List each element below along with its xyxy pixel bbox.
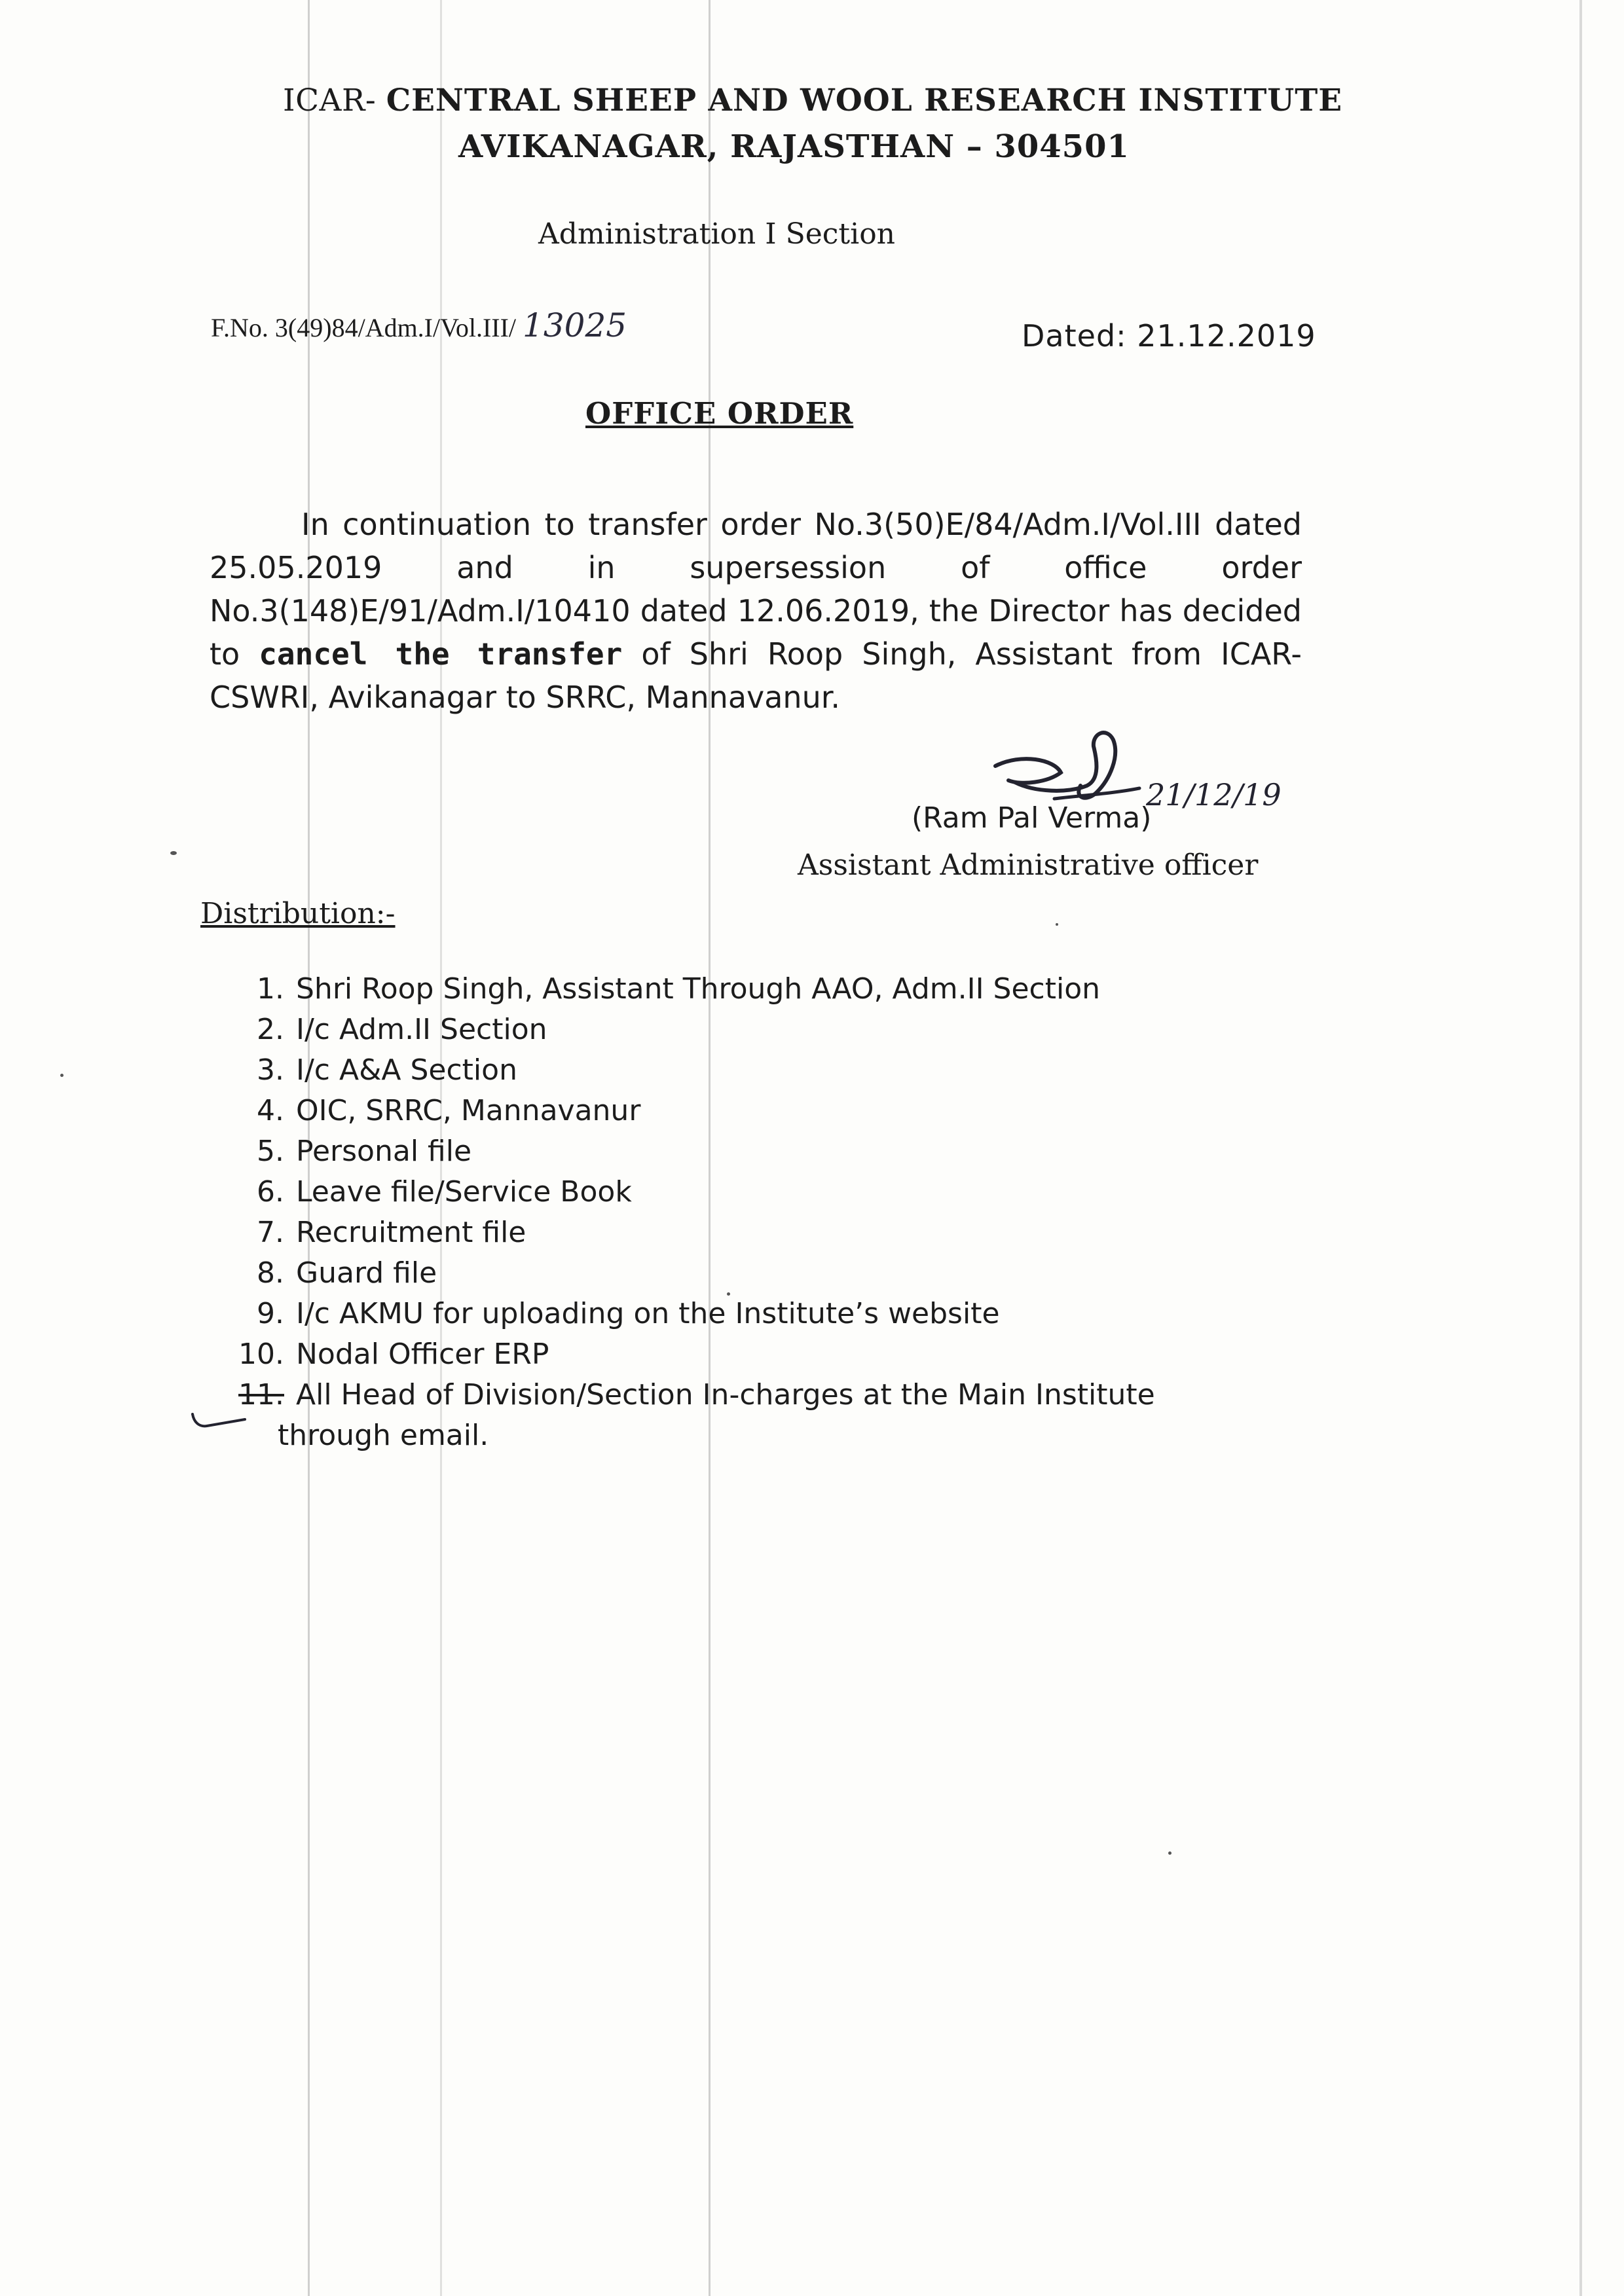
item-text: All Head of Division/Section In-charges at the Main Institute	[296, 1378, 1155, 1412]
file-number-handwritten: 13025	[523, 306, 627, 344]
item-text: Guard file	[296, 1256, 437, 1290]
body-text-1: In continuation to transfer order No.3(50)E/84/Adm.I/Vol.III dated 25.05.2019 and in supersession of office order No.3(148)E/91/Adm.I/10410 dated 12.06.2019, the Director has decided to	[210, 507, 1302, 672]
heading-prefix: ICAR-	[283, 82, 377, 118]
item-number: 11.	[238, 1378, 284, 1412]
scan-speck	[60, 1074, 64, 1077]
list-item	[229, 1294, 1155, 1334]
distribution-heading: Distribution:-	[200, 897, 396, 930]
page-edge-line	[1579, 0, 1582, 2296]
item-number: 1.	[257, 972, 284, 1006]
item-number: 7.	[257, 1216, 284, 1249]
item-text: I/c A&A Section	[296, 1053, 517, 1087]
order-title: OFFICE ORDER	[585, 396, 854, 431]
list-item	[229, 1091, 1155, 1131]
file-number	[211, 306, 627, 344]
order-body	[210, 503, 1302, 719]
item-number: 10.	[238, 1338, 284, 1371]
institute-address: AVIKANAGAR, RAJASTHAN – 304501	[458, 128, 1130, 165]
item-text: I/c Adm.II Section	[296, 1013, 547, 1046]
item-text: Leave file/Service Book	[296, 1175, 632, 1209]
list-item	[229, 1375, 1155, 1456]
scan-speck	[1168, 1851, 1172, 1855]
item-number: 9.	[257, 1297, 284, 1330]
item-number: 6.	[257, 1175, 284, 1209]
distribution-list	[229, 969, 1155, 1456]
signatory-name: (Ram Pal Verma)	[912, 801, 1152, 835]
scan-speck	[170, 851, 177, 855]
list-item	[229, 1212, 1155, 1253]
item-text: Shri Roop Singh, Assistant Through AAO, Adm.II Section	[296, 972, 1101, 1006]
list-item	[229, 1131, 1155, 1172]
list-item	[229, 969, 1155, 1010]
list-item	[229, 1334, 1155, 1375]
item-continuation: through email.	[278, 1419, 489, 1452]
list-item	[229, 1010, 1155, 1050]
signature-date: 21/12/19	[1146, 777, 1282, 812]
item-text: Nodal Officer ERP	[296, 1338, 549, 1371]
item-text: I/c AKMU for uploading on the Institute’s website	[296, 1297, 1000, 1330]
item-text: Personal file	[296, 1135, 472, 1168]
signatory-designation: Assistant Administrative officer	[798, 848, 1259, 882]
list-item	[229, 1172, 1155, 1212]
body-emphasis: cancel the transfer	[259, 636, 623, 672]
item-number: 5.	[257, 1135, 284, 1168]
institute-heading	[283, 82, 1342, 118]
item-number: 4.	[257, 1094, 284, 1127]
body-text-2: of Shri Roop Singh, Assistant from ICAR-CSWRI, Avikanagar to SRRC, Mannavanur.	[210, 636, 1302, 715]
tick-mark	[190, 1408, 249, 1434]
item-number: 3.	[257, 1053, 284, 1087]
list-item	[229, 1253, 1155, 1294]
item-text: Recruitment file	[296, 1216, 526, 1249]
item-text: OIC, SRRC, Mannavanur	[296, 1094, 641, 1127]
list-item	[229, 1050, 1155, 1091]
institute-name: CENTRAL SHEEP AND WOOL RESEARCH INSTITUTE	[386, 82, 1343, 118]
scan-speck	[1056, 923, 1058, 926]
section-name: Administration I Section	[538, 217, 896, 251]
item-number: 2.	[257, 1013, 284, 1046]
item-number: 8.	[257, 1256, 284, 1290]
file-number-printed: F.No. 3(49)84/Adm.I/Vol.III/	[211, 313, 517, 342]
order-date: Dated: 21.12.2019	[1022, 318, 1316, 354]
